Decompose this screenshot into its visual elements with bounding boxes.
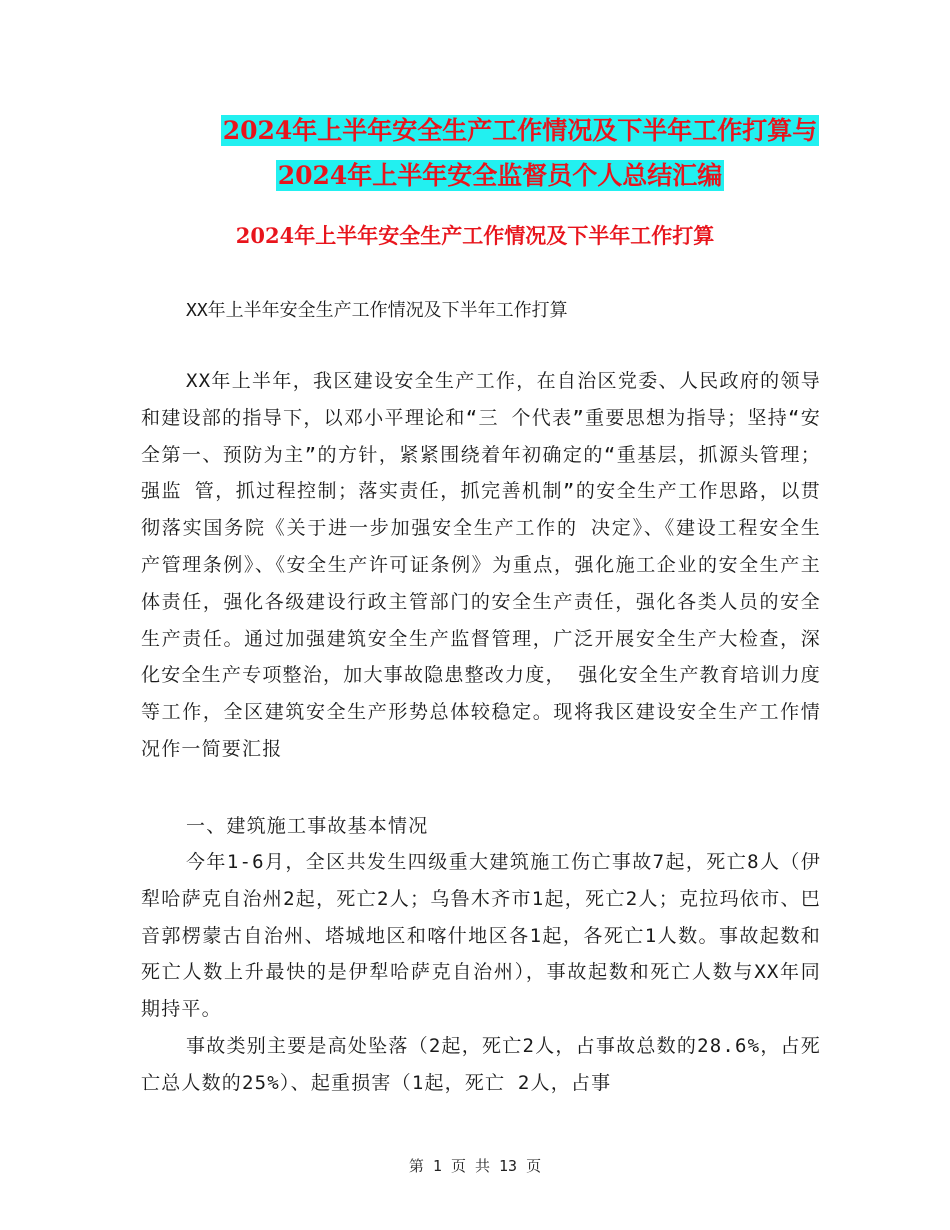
page-footer: 第 1 页 共 13 页 bbox=[408, 1157, 542, 1175]
paragraph-intro: XX年上半年，我区建设安全生产工作，在自治区党委、人民政府的领导和建设部的指导下，以邓小平理论和“三 个代表”重要思想为指导；坚持“安全第一、预防为主”的方针，紧紧围绕着年初确定的“重基层，抓源头管理；强监 管，抓过程控制；落实责任，抓完善机制”的安全生产工作思路，以贯彻落实国务院《关于进一步加强安全生产工作的 决定》、《建设工程安全生产管理条例》、《安全生产许可证条例》为重点，强化施工企业的安全生产主体责任，强化各级建设行政主管部门的安全生产责任，强化各类人员的安全生产责任。通过加强建筑安全生产监督管理，广泛开展安全生产大检查，深化安全生产专项整治，加大事故隐患整改力度， 强化安全生产教育培训力度等工作，全区建筑安全生产形势总体较稳定。现将我区建设安全生产工作情况作一简要汇报 bbox=[141, 370, 821, 760]
paragraph-accident-stats: 今年1-6月，全区共发生四级重大建筑施工伤亡事故7起，死亡8人（伊犁哈萨克自治州2起，死亡2人；乌鲁木齐市1起，死亡2人；克拉玛依市、巴音郭楞蒙古自治州、塔城地区和喀什地区各1起，各死亡1人数。事故起数和死亡人数上升最快的是伊犁哈萨克自治州），事故起数和死亡人数与XX年同期持平。 bbox=[141, 851, 821, 1021]
paragraph-accident-types: 事故类别主要是高处坠落（2起，死亡2人，占事故总数的28.6%，占死亡总人数的25%）、起重损害（1起，死亡 2人，占事 bbox=[141, 1035, 821, 1094]
section-title: 2024年上半年安全生产工作情况及下半年工作打算 bbox=[235, 223, 715, 248]
subtitle: XX年上半年安全生产工作情况及下半年工作打算 bbox=[186, 300, 568, 321]
paragraph-heading-1: 一、建筑施工事故基本情况 bbox=[186, 815, 429, 837]
document-title-line-2: 2024年上半年安全监督员个人总结汇编 bbox=[277, 161, 723, 190]
document-title-line-1: 2024年上半年安全生产工作情况及下半年工作打算与 bbox=[222, 116, 818, 145]
